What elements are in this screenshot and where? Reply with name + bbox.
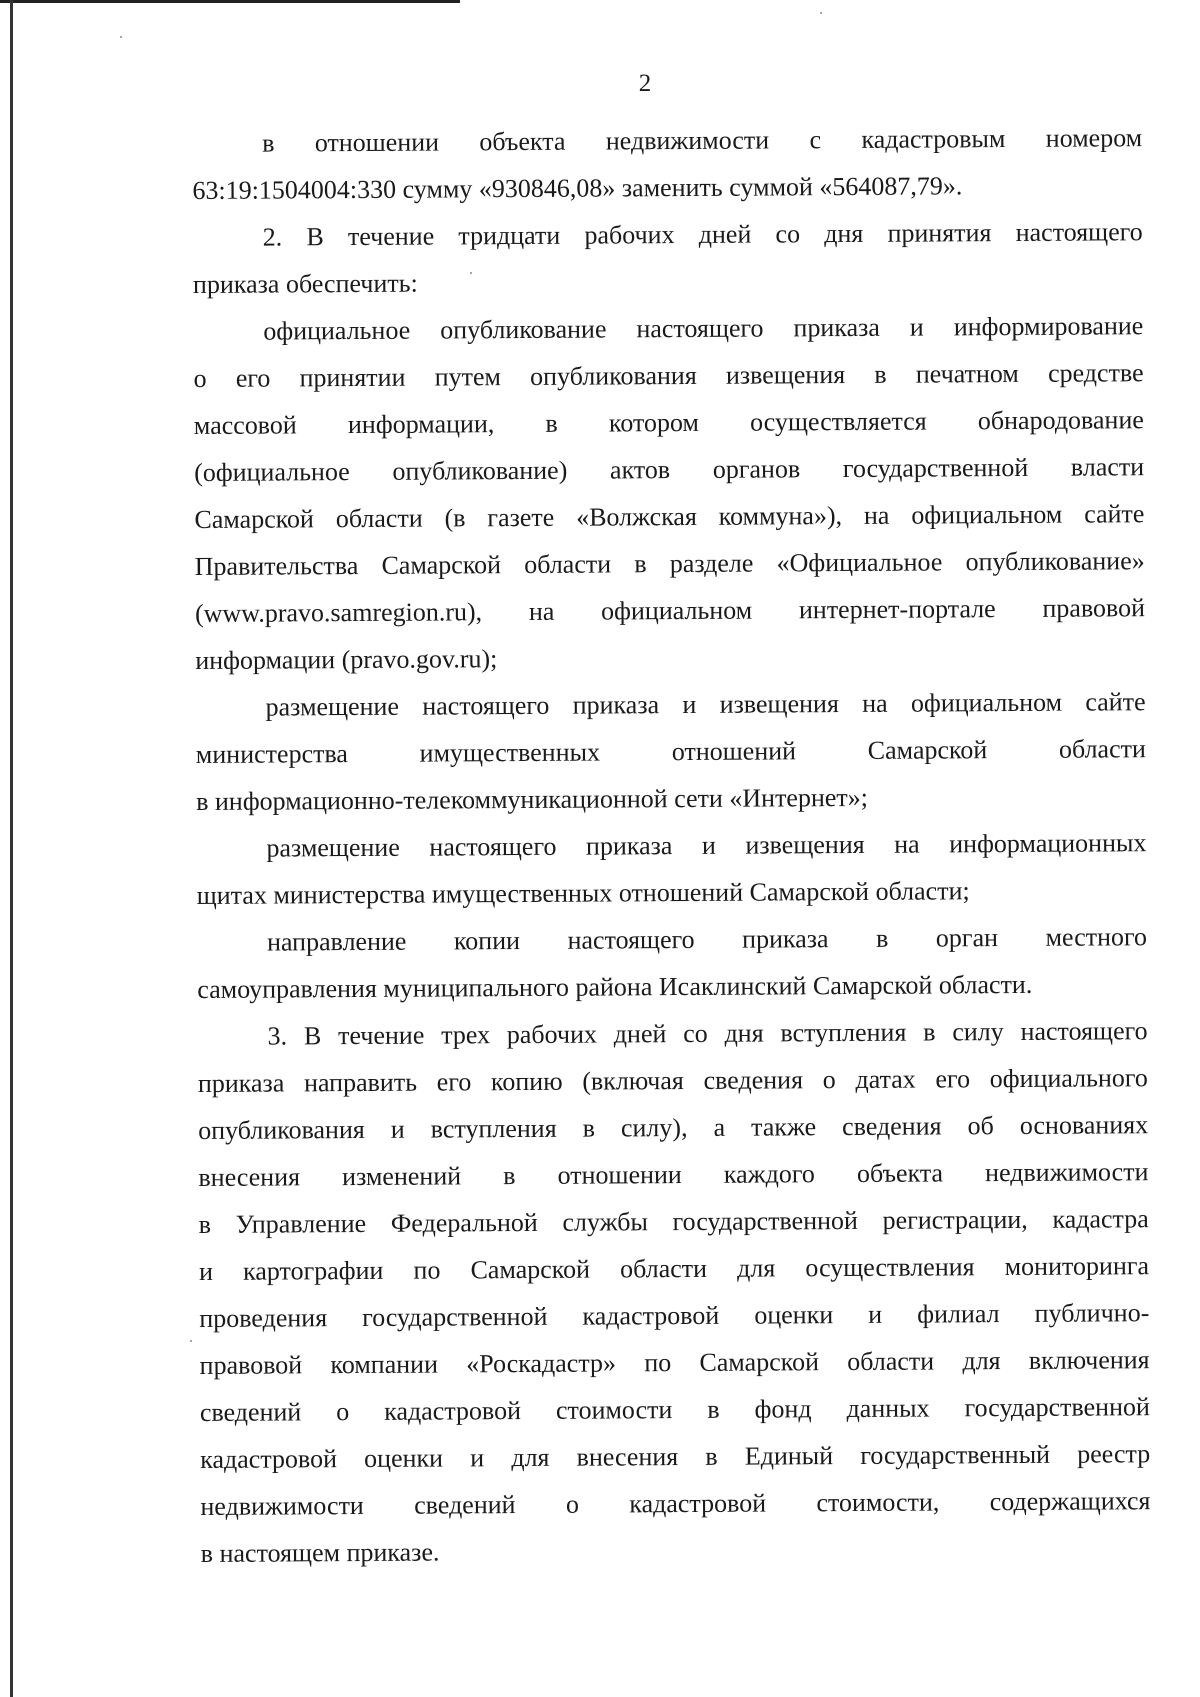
paragraph-p3 bbox=[195, 678, 1146, 825]
text-line: и картографии по Самарской области для осуществления мониторинга bbox=[198, 1251, 1150, 1286]
scan-speck bbox=[470, 272, 472, 274]
paragraph-p5 bbox=[197, 913, 1148, 1013]
document-body bbox=[192, 114, 1151, 1577]
text-line: приказа направить его копию (включая сведения о датах его официального bbox=[197, 1063, 1148, 1098]
paragraph-p0 bbox=[192, 114, 1143, 214]
text-line: Правительства Самарской области в разделе «Официальное опубликование» bbox=[194, 546, 1145, 581]
text-line: министерства имущественных отношений Самарской области bbox=[195, 734, 1146, 769]
text-line: 63:19:1504004:330 сумму «930846,08» заменить суммой «564087,79». bbox=[192, 171, 963, 205]
text-line: кадастровой оценки и для внесения в Единый государственный реестр bbox=[200, 1439, 1151, 1474]
text-line: щитах министерства имущественных отношений Самарской области; bbox=[196, 876, 970, 910]
text-line: в Управление Федеральной службы государственной регистрации, кадастра bbox=[198, 1204, 1149, 1239]
text-line: размещение настоящего приказа и извещения на информационных bbox=[266, 828, 1147, 863]
page-number: 2 bbox=[638, 70, 652, 97]
text-line: в настоящем приказе. bbox=[200, 1537, 440, 1568]
scan-speck bbox=[120, 36, 122, 38]
scan-speck bbox=[820, 12, 822, 14]
scan-speck bbox=[190, 1340, 192, 1342]
paragraph-p6 bbox=[197, 1007, 1150, 1577]
text-line: внесения изменений в отношении каждого объекта недвижимости bbox=[198, 1157, 1149, 1192]
text-line: приказа обеспечить: bbox=[192, 268, 418, 299]
paragraph-p4 bbox=[196, 819, 1147, 919]
text-line: недвижимости сведений о кадастровой стоимости, содержащихся bbox=[200, 1486, 1151, 1521]
text-line: самоуправления муниципального района Исаклинский Самарской области. bbox=[197, 969, 1033, 1004]
text-line: массовой информации, в котором осуществляется обнародование bbox=[193, 405, 1144, 440]
text-line: сведений о кадастровой стоимости в фонд данных государственной bbox=[199, 1392, 1150, 1427]
text-line: (www.pravo.samregion.ru), на официальном интернет-портале правовой bbox=[194, 593, 1146, 628]
scan-edge-left bbox=[10, 0, 13, 1697]
text-line: о его принятии путем опубликования извещения в печатном средстве bbox=[193, 358, 1144, 393]
paragraph-p1 bbox=[193, 208, 1144, 308]
text-line: в информационно-телекоммуникационной сети «Интернет»; bbox=[196, 782, 869, 816]
text-line: правовой компании «Роскадастр» по Самарской области для включения bbox=[199, 1345, 1150, 1380]
scan-edge-top bbox=[0, 0, 460, 3]
text-line: (официальное опубликование) актов органов государственной власти bbox=[194, 452, 1145, 487]
text-line: направление копии настоящего приказа в орган местного bbox=[266, 922, 1148, 957]
text-line: Самарской области (в газете «Волжская коммуна»), на официальном сайте bbox=[194, 499, 1145, 534]
text-line: 3. В течение трех рабочих дней со дня вступления в силу настоящего bbox=[267, 1016, 1148, 1051]
text-line: проведения государственной кадастровой оценки и филиал публично- bbox=[199, 1298, 1150, 1333]
text-line: размещение настоящего приказа и извещения на официальном сайте bbox=[265, 687, 1146, 722]
text-line: в отношении объекта недвижимости с кадастровым номером bbox=[262, 123, 1143, 158]
text-line: опубликования и вступления в силу), а также сведения об основаниях bbox=[198, 1110, 1149, 1145]
text-line: официальное опубликование настоящего приказа и информирование bbox=[263, 311, 1144, 346]
text-line: информации (pravo.gov.ru); bbox=[195, 644, 498, 675]
paragraph-p2 bbox=[193, 302, 1145, 684]
text-line: 2. В течение тридцати рабочих дней со дня принятия настоящего bbox=[262, 217, 1143, 252]
